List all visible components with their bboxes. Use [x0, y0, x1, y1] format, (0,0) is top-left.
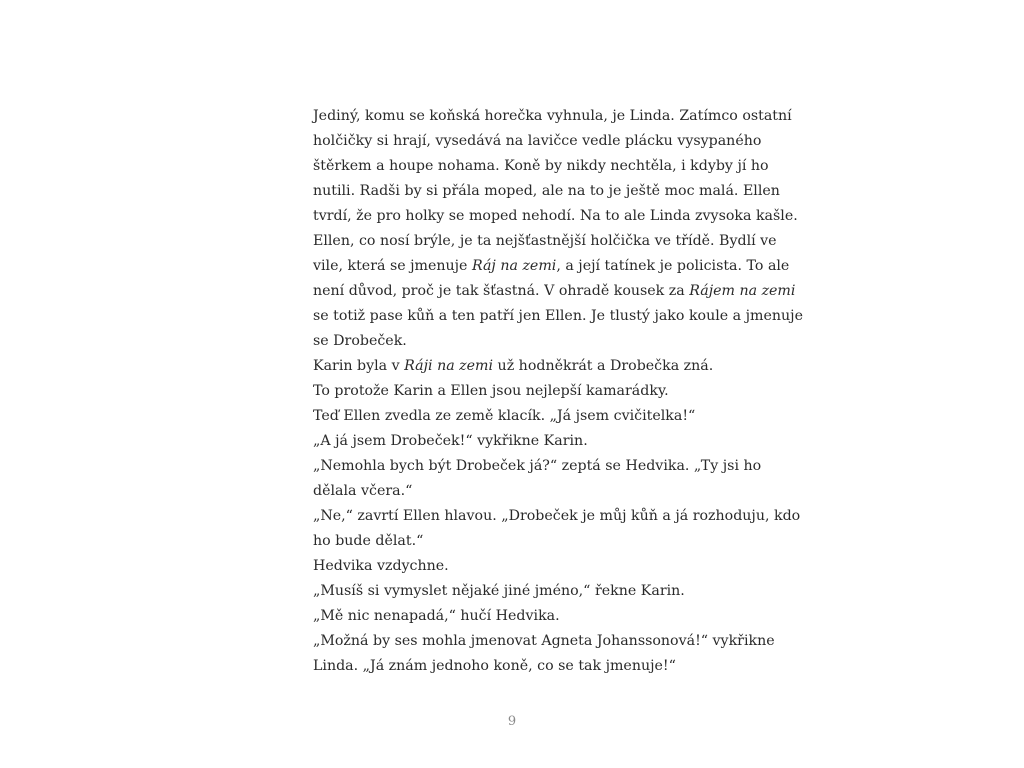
text-segment: „Mě nic nenapadá,“ hučí Hedvika. — [313, 608, 560, 624]
text-line — [313, 204, 798, 229]
text-segment: Linda. „Já znám jednoho koně, co se tak jmenuje!“ — [313, 658, 676, 674]
text-segment: , a její tatínek je policista. To ale — [556, 258, 790, 274]
italic-text: Ráj na zemi — [471, 258, 557, 274]
text-line — [313, 329, 755, 354]
text-segment: už hodněkrát a Drobečka zná. — [493, 358, 714, 374]
text-line — [313, 429, 755, 454]
text-line — [313, 279, 796, 304]
page-number: 9 — [507, 714, 517, 729]
text-segment: tvrdí, že pro holky se moped nehodí. Na to ale Linda zvysoka kašle. — [313, 208, 798, 224]
text-line — [313, 379, 755, 404]
text-segment: štěrkem a houpe nohama. Koně by nikdy nechtěla, i kdyby jí ho — [313, 158, 769, 174]
text-segment: „Nemohla bych být Drobeček já?“ zeptá se Hedvika. „Ty jsi ho — [313, 458, 762, 474]
text-line — [313, 229, 777, 254]
text-segment: Jediný, komu se koňská horečka vyhnula, je Linda. Zatímco ostatní — [313, 108, 792, 124]
text-line — [313, 554, 755, 579]
text-line — [313, 579, 755, 604]
text-segment: se totiž pase kůň a ten patří jen Ellen. Je tlustý jako koule a jmenuje — [313, 308, 803, 324]
text-segment: Karin byla v — [313, 358, 405, 374]
text-segment: „A já jsem Drobeček!“ vykřikne Karin. — [313, 433, 588, 449]
text-line — [313, 304, 803, 329]
text-line — [313, 404, 755, 429]
text-segment: není důvod, proč je tak šťastná. V ohradě kousek za — [313, 283, 690, 299]
italic-text: Rájem na zemi — [689, 283, 796, 299]
text-segment: To protože Karin a Ellen jsou nejlepší kamarádky. — [313, 383, 669, 399]
text-line — [313, 154, 769, 179]
text-line — [313, 479, 755, 504]
text-segment: nutili. Radši by si přála moped, ale na to je ještě moc malá. Ellen — [313, 183, 780, 199]
text-line — [313, 504, 801, 529]
text-line — [313, 354, 755, 379]
text-line — [313, 254, 790, 279]
text-line — [313, 629, 775, 654]
text-line — [313, 129, 762, 154]
text-segment: Ellen, co nosí brýle, je ta nejšťastnější holčička ve třídě. Bydlí ve — [313, 233, 777, 249]
text-line — [313, 179, 780, 204]
text-segment: se Drobeček. — [313, 333, 407, 349]
text-line — [313, 104, 792, 129]
text-segment: „Možná by ses mohla jmenovat Agneta Johanssonová!“ vykřikne — [313, 633, 775, 649]
italic-text: Ráji na zemi — [404, 358, 494, 374]
text-segment: Hedvika vzdychne. — [313, 558, 449, 574]
text-line — [313, 529, 755, 554]
text-line — [313, 454, 762, 479]
text-line — [313, 604, 755, 629]
text-segment: Teď Ellen zvedla ze země klacík. „Já jsem cvičitelka!“ — [313, 408, 696, 424]
text-segment: „Ne,“ zavrtí Ellen hlavou. „Drobeček je můj kůň a já rozhoduju, kdo — [313, 508, 801, 524]
text-segment: ho bude dělat.“ — [313, 533, 424, 549]
body-text — [313, 104, 803, 679]
text-segment: vile, která se jmenuje — [313, 258, 472, 274]
text-line — [313, 654, 755, 679]
text-segment: „Musíš si vymyslet nějaké jiné jméno,“ řekne Karin. — [313, 583, 685, 599]
text-segment: dělala včera.“ — [313, 483, 413, 499]
text-segment: holčičky si hrají, vysedává na lavičce vedle plácku vysypaného — [313, 133, 762, 149]
